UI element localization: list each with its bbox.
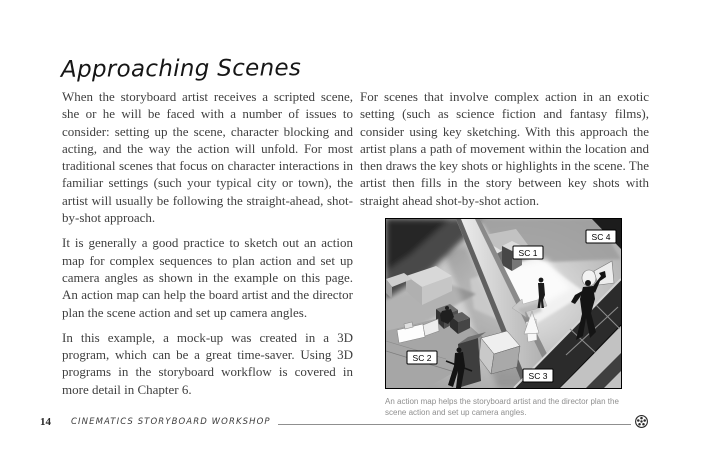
page-number: 14 xyxy=(40,416,51,428)
page-footer xyxy=(40,414,649,429)
body-paragraph: It is generally a good practice to sketch out an action map for complex sequences to plan action and set up camera angles as shown in the example on this page. An action map can help the board artist and the director plan the scene action and set up camera angles. xyxy=(62,235,353,320)
right-column xyxy=(360,88,649,418)
svg-text:SC 4: SC 4 xyxy=(591,232,611,243)
figure-caption: An action map helps the storyboard artist and the director plan the scene action and set up camera angles. xyxy=(385,397,619,417)
svg-text:SC 2: SC 2 xyxy=(412,353,432,364)
body-paragraph: In this example, a mock-up was created in a 3D program, which can be a great time-saver. Using 3D programs in the storyboard workflow is covered in more detail in Chapter 6. xyxy=(62,329,353,397)
scene-label-sc4 xyxy=(586,230,616,243)
scene-label-sc1 xyxy=(513,246,543,259)
body-paragraph: When the storyboard artist receives a scripted scene, she or he will be faced with a number of issues to consider: setting up the scene, character blocking and acting, and the way the action will unfold. For most traditional scenes that focus on character interactions in familiar settings (such your typical city or town), the artist will usually be following the straight-ahead, shot-by-shot approach. xyxy=(62,89,353,226)
svg-text:SC 1: SC 1 xyxy=(518,248,538,259)
svg-text:SC 3: SC 3 xyxy=(528,371,548,382)
page-title: Approaching Scenes xyxy=(60,55,302,83)
body-paragraph: For scenes that involve complex action in an exotic setting (such as science fiction and fantasy films), consider using key sketching. With this approach the artist plans a path of movement within the location and then draws the key shots or highlights in the scene. The artist then fills in the story between key shots with straight ahead shot-by-shot action. xyxy=(360,89,649,208)
scene-label-sc2 xyxy=(407,351,437,364)
footer-rule xyxy=(278,424,631,425)
film-reel-icon xyxy=(634,414,649,429)
book-title: CINEMATICS STORYBOARD WORKSHOP xyxy=(71,417,271,427)
action-map-image xyxy=(385,218,622,389)
left-column xyxy=(62,88,353,406)
scene-label-sc3 xyxy=(523,369,553,382)
action-map-figure xyxy=(385,218,624,418)
